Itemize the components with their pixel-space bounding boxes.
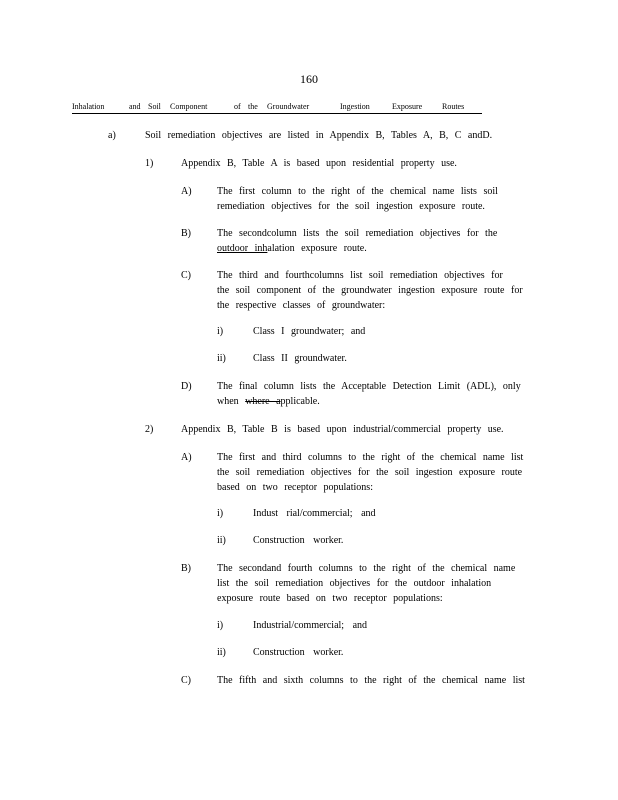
paragraph-text: the soil component of the groundwater ingestion exposure route for — [217, 285, 523, 296]
heading-word: Groundwater — [267, 102, 310, 111]
heading-word: Routes — [442, 102, 465, 111]
paragraph-text: Construction worker. — [253, 647, 344, 658]
item-marker: a) — [108, 130, 116, 141]
item-marker: B) — [181, 228, 191, 239]
struck-text: where a — [245, 396, 281, 407]
sub-item-marker: ii) — [217, 535, 226, 546]
sub-item-marker: i) — [217, 508, 224, 519]
paragraph-text: Class II groundwater. — [253, 353, 347, 364]
item-marker: 2) — [145, 424, 154, 435]
section-heading — [72, 101, 482, 114]
sub-item-marker: ii) — [217, 647, 226, 658]
paragraph-text: Appendix B, Table B is based upon industrial/commercial property use. — [181, 424, 504, 435]
sub-item-marker: i) — [217, 620, 224, 631]
paragraph-text: Industrial/commercial; and — [253, 620, 368, 631]
paragraph-text: Soil remediation objectives are listed in Appendix B, Tables A, B, C andD. — [145, 130, 493, 141]
item-marker: A) — [181, 452, 192, 463]
paragraph-text: Appendix B, Table A is based upon residential property use. — [181, 158, 457, 169]
heading-word: Exposure — [392, 102, 423, 111]
item-marker: D) — [181, 381, 192, 392]
paragraph-text: based on two receptor populations: — [217, 482, 373, 493]
paragraph-text: the respective classes of groundwater: — [217, 300, 386, 311]
paragraph-text: the soil remediation objectives for the soil ingestion exposure route — [217, 467, 523, 478]
heading-word: the — [248, 102, 258, 111]
sub-item-marker: ii) — [217, 353, 226, 364]
paragraph-text — [217, 394, 320, 409]
paragraph-text: The secondcolumn lists the soil remediation objectives for the — [217, 228, 498, 239]
paragraph-text: Indust rial/commercial; and — [253, 508, 376, 519]
paragraph-text — [217, 241, 367, 256]
page-number: 160 — [300, 72, 318, 86]
item-marker: C) — [181, 675, 191, 686]
paragraph-text: The secondand fourth columns to the right of the chemical name — [217, 563, 516, 574]
heading-word: Soil — [148, 102, 161, 111]
underlined-text: outdoor inh — [217, 243, 268, 254]
paragraph-text: alation exposure route. — [267, 243, 367, 254]
paragraph-text: The first and third columns to the right of the chemical name list — [217, 452, 524, 463]
item-marker: B) — [181, 563, 191, 574]
paragraph-text: The final column lists the Acceptable Detection Limit (ADL), only — [217, 381, 521, 392]
heading-word: of — [234, 102, 241, 111]
paragraph-text: The fifth and sixth columns to the right of the chemical name list — [217, 675, 525, 686]
paragraph-text: remediation objectives for the soil ingestion exposure route. — [217, 201, 485, 212]
item-marker: C) — [181, 270, 191, 281]
paragraph-text: pplicable. — [280, 396, 320, 407]
item-marker: 1) — [145, 158, 154, 169]
paragraph-text: The third and fourthcolumns list soil remediation objectives for — [217, 270, 503, 281]
heading-word: Inhalation — [72, 102, 105, 111]
item-marker: A) — [181, 186, 192, 197]
paragraph-text: Class I groundwater; and — [253, 326, 366, 337]
paragraph-text: exposure route based on two receptor populations: — [217, 593, 443, 604]
paragraph-text: The first column to the right of the chemical name lists soil — [217, 186, 498, 197]
paragraph-text: list the soil remediation objectives for the outdoor inhalation — [217, 578, 492, 589]
heading-word: and — [129, 102, 141, 111]
sub-item-marker: i) — [217, 326, 224, 337]
paragraph-text: Construction worker. — [253, 535, 344, 546]
heading-word: Component — [170, 102, 208, 111]
paragraph-text: when — [217, 396, 246, 407]
heading-word: Ingestion — [340, 102, 370, 111]
